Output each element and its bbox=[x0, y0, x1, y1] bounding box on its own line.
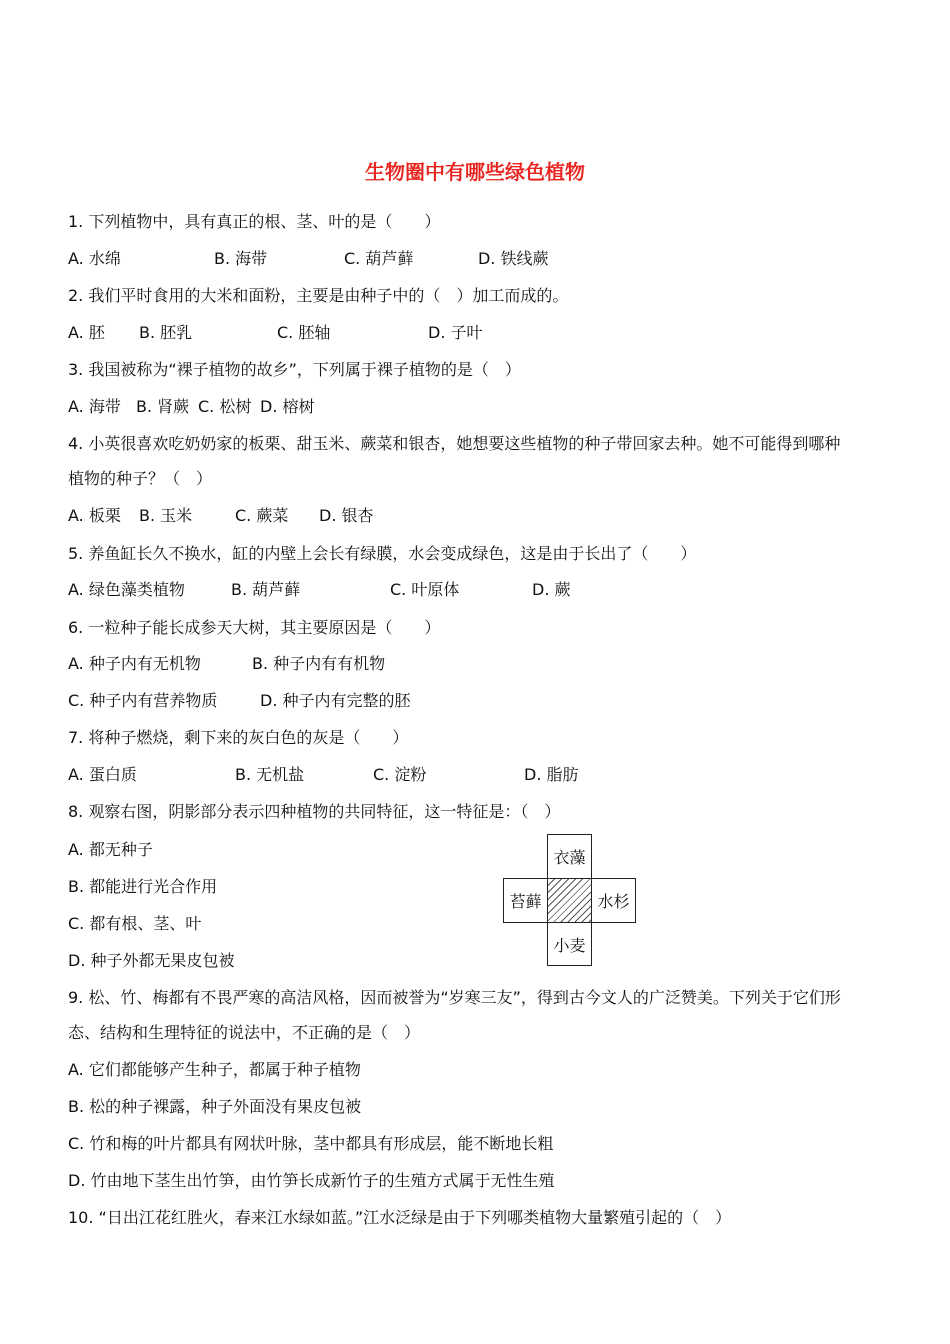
q1-option-d: D. 铁线蕨 bbox=[478, 249, 549, 268]
question-6: 6. 一粒种子能长成参天大树，其主要原因是（ ） bbox=[68, 618, 441, 637]
question-4-line-1: 4. 小英很喜欢吃奶奶家的板栗、甜玉米、蕨菜和银杏，她想要这些植物的种子带回家去种。她不可能得到哪种 bbox=[68, 434, 841, 453]
q7-option-d: D. 脂肪 bbox=[524, 765, 579, 784]
diagram-shaded-center bbox=[547, 878, 592, 923]
question-7: 7. 将种子燃烧，剩下来的灰白色的灰是（ ） bbox=[68, 728, 409, 747]
q9-option-a: A. 它们都能够产生种子，都属于种子植物 bbox=[68, 1060, 361, 1079]
question-8: 8. 观察右图，阴影部分表示四种植物的共同特征，这一特征是：（ ） bbox=[68, 802, 561, 821]
q6-option-d: D. 种子内有完整的胚 bbox=[260, 691, 411, 710]
q1-option-a: A. 水绵 bbox=[68, 249, 121, 268]
q6-option-b: B. 种子内有有机物 bbox=[252, 654, 386, 673]
question-9-line-1: 9. 松、竹、梅都有不畏严寒的高洁风格，因而被誉为“岁寒三友”，得到古今文人的广泛赞美。下列关于它们形 bbox=[68, 988, 841, 1007]
q3-option-c: C. 松树 bbox=[198, 397, 252, 416]
q2-option-b: B. 胚乳 bbox=[139, 323, 193, 342]
question-5: 5. 养鱼缸长久不换水，缸的内壁上会长有绿膜，水会变成绿色，这是由于长出了（ ） bbox=[68, 544, 697, 563]
q9-option-c: C. 竹和梅的叶片都具有网状叶脉，茎中都具有形成层，能不断地长粗 bbox=[68, 1134, 554, 1153]
q5-option-b: B. 葫芦藓 bbox=[231, 580, 301, 599]
q3-option-b: B. 肾蕨 bbox=[136, 397, 190, 416]
q7-option-b: B. 无机盐 bbox=[235, 765, 305, 784]
q8-option-c: C. 都有根、茎、叶 bbox=[68, 914, 202, 933]
question-4-line-2: 植物的种子？（ ） bbox=[68, 469, 213, 488]
diagram-cell-right: 水杉 bbox=[591, 878, 636, 923]
question-3: 3. 我国被称为“裸子植物的故乡”，下列属于裸子植物的是（ ） bbox=[68, 360, 521, 379]
q5-option-d: D. 蕨 bbox=[532, 580, 571, 599]
q9-option-b: B. 松的种子裸露，种子外面没有果皮包被 bbox=[68, 1097, 362, 1116]
q8-option-a: A. 都无种子 bbox=[68, 840, 153, 859]
question-1: 1. 下列植物中，具有真正的根、茎、叶的是（ ） bbox=[68, 212, 441, 231]
q4-option-d: D. 银杏 bbox=[319, 506, 374, 525]
q8-option-d: D. 种子外都无果皮包被 bbox=[68, 951, 235, 970]
diagram-cell-left: 苔藓 bbox=[503, 878, 548, 923]
q6-option-a: A. 种子内有无机物 bbox=[68, 654, 201, 673]
q4-option-b: B. 玉米 bbox=[139, 506, 193, 525]
q5-option-a: A. 绿色藻类植物 bbox=[68, 580, 185, 599]
q1-option-c: C. 葫芦藓 bbox=[344, 249, 414, 268]
q9-option-d: D. 竹由地下茎生出竹笋，由竹笋长成新竹子的生殖方式属于无性生殖 bbox=[68, 1171, 555, 1190]
q7-option-a: A. 蛋白质 bbox=[68, 765, 137, 784]
q2-option-a: A. 胚 bbox=[68, 323, 105, 342]
q3-option-d: D. 榕树 bbox=[260, 397, 315, 416]
q5-option-c: C. 叶原体 bbox=[390, 580, 460, 599]
plant-venn-cross-diagram bbox=[503, 834, 635, 966]
q2-option-c: C. 胚轴 bbox=[277, 323, 331, 342]
q6-option-c: C. 种子内有营养物质 bbox=[68, 691, 218, 710]
diagram-cell-bottom: 小麦 bbox=[547, 922, 592, 966]
q1-option-b: B. 海带 bbox=[214, 249, 268, 268]
q8-option-b: B. 都能进行光合作用 bbox=[68, 877, 218, 896]
q3-option-a: A. 海带 bbox=[68, 397, 121, 416]
q4-option-c: C. 蕨菜 bbox=[235, 506, 289, 525]
q7-option-c: C. 淀粉 bbox=[373, 765, 427, 784]
q4-option-a: A. 板栗 bbox=[68, 506, 121, 525]
question-2: 2. 我们平时食用的大米和面粉，主要是由种子中的（ ）加工而成的。 bbox=[68, 286, 569, 305]
question-9-line-2: 态、结构和生理特征的说法中，不正确的是（ ） bbox=[68, 1023, 421, 1042]
page-title: 生物圈中有哪些绿色植物 bbox=[365, 160, 585, 184]
q2-option-d: D. 子叶 bbox=[428, 323, 483, 342]
question-10: 10. “日出江花红胜火，春来江水绿如蓝。”江水泛绿是由于下列哪类植物大量繁殖引起的（ ） bbox=[68, 1208, 732, 1227]
diagram-cell-top: 衣藻 bbox=[547, 834, 592, 879]
